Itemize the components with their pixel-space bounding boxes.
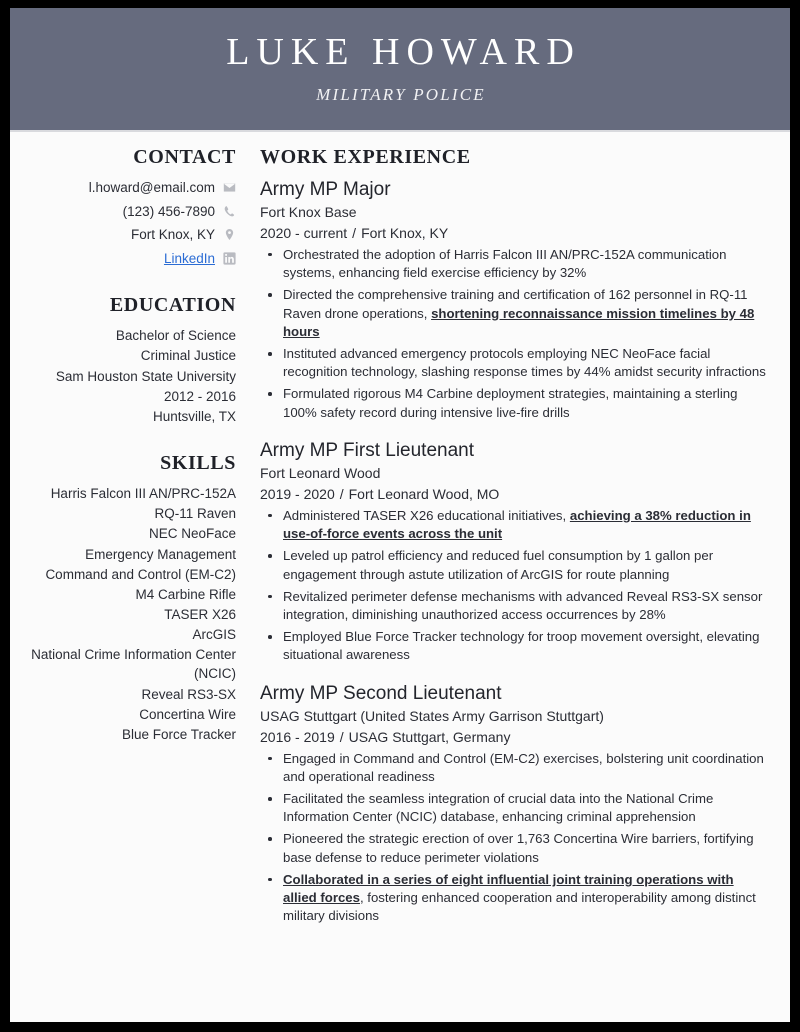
contact-value: Fort Knox, KY <box>130 227 215 243</box>
bullet-text: Administered TASER X26 educational initiatives, <box>283 507 570 523</box>
education-line: Criminal Justice <box>140 348 236 364</box>
skill-item: National Crime Information Center (NCIC) <box>31 647 236 682</box>
bullet-text: Directed the comprehensive training and certification of 162 personnel in RQ-11 Raven drone operations, <box>283 287 748 321</box>
bullet-text: Pioneered the strategic erection of over 1,763 Concertina Wire barriers, fortifying base defense to reduce perimeter violations <box>283 831 754 865</box>
contact-row <box>10 202 236 222</box>
contact-row[interactable] <box>10 249 236 269</box>
job-dates: 2019 - 2020 <box>260 485 335 502</box>
resume-body <box>10 132 790 943</box>
resume-header-banner <box>10 8 790 132</box>
job-entry <box>260 682 766 926</box>
job-title: Army MP First Lieutenant <box>260 439 475 461</box>
phone-icon <box>223 205 236 218</box>
work-experience-heading: WORK EXPERIENCE <box>260 146 471 168</box>
skill-item: M4 Carbine Rifle <box>135 586 236 602</box>
linkedin-icon <box>223 252 236 265</box>
bullet-text: Employed Blue Force Tracker technology for troop movement oversight, elevating situational awareness <box>283 629 760 663</box>
job-dates-location <box>260 224 766 243</box>
education-line: Sam Houston State University <box>55 368 236 384</box>
job-location: USAG Stuttgart, Germany <box>348 728 511 745</box>
job-dates: 2020 - current <box>260 225 348 242</box>
job-bullet <box>260 385 766 421</box>
bullet-text: Facilitated the seamless integration of crucial data into the National Crime Information Center (NCIC) database, enhancing criminal apprehension <box>283 791 714 825</box>
bullet-emphasis: shortening reconnaissance mission timelines by 48 hours <box>283 305 755 339</box>
job-bullet <box>260 830 766 866</box>
job-bullet-list <box>260 750 766 926</box>
map-pin-icon <box>223 228 236 241</box>
linkedin-link[interactable]: LinkedIn <box>163 250 215 266</box>
bullet-text: Orchestrated the adoption of Harris Falcon III AN/PRC-152A communication systems, enhancing field exercise efficiency by 32% <box>283 246 727 281</box>
job-entry <box>260 178 766 422</box>
job-bullet <box>260 507 766 543</box>
job-location: Fort Knox, KY <box>361 225 449 242</box>
education-line: Bachelor of Science <box>115 328 236 344</box>
meta-separator: / <box>352 225 357 242</box>
skill-item: NEC NeoFace <box>148 526 236 542</box>
skill-item: Harris Falcon III AN/PRC-152A <box>50 486 236 502</box>
job-title: Army MP Major <box>260 179 391 200</box>
resume-document <box>10 8 790 1022</box>
candidate-name: LUKE HOWARD <box>226 31 581 73</box>
job-bullet <box>260 345 766 381</box>
job-bullet <box>260 750 766 786</box>
job-bullet <box>260 790 766 826</box>
skill-item: Concertina Wire <box>139 706 236 722</box>
job-title: Army MP Second Lieutenant <box>260 682 502 704</box>
job-bullet <box>260 628 766 664</box>
contact-section <box>10 146 236 268</box>
bullet-text: Leveled up patrol efficiency and reduced fuel consumption by 1 gallon per engagement through astute utilization of ArcGIS for route planning <box>283 548 714 582</box>
meta-separator: / <box>339 485 344 502</box>
education-section <box>10 294 236 426</box>
contact-value: (123) 456-7890 <box>122 203 215 219</box>
contact-row <box>10 178 236 198</box>
education-line: Huntsville, TX <box>152 408 236 424</box>
skill-item: Blue Force Tracker <box>121 726 236 742</box>
job-bullet <box>260 871 766 926</box>
job-dates-location <box>260 728 766 747</box>
job-bullet <box>260 588 766 624</box>
contact-value: l.howard@email.com <box>88 180 215 195</box>
skill-item: RQ-11 Raven <box>154 506 236 522</box>
bullet-text: , fostering enhanced cooperation and interoperability among distinct military divisions <box>283 890 756 924</box>
bullet-text: Revitalized perimeter defense mechanisms with advanced Reveal RS3-SX sensor integration, diminishing unauthorized access occurrences by 28% <box>283 588 763 622</box>
skill-item: TASER X26 <box>164 606 236 622</box>
meta-separator: / <box>339 728 344 745</box>
bullet-emphasis: Collaborated in a series of eight influential joint training operations with allied forces <box>283 871 734 906</box>
education-line: 2012 - 2016 <box>163 388 236 404</box>
bullet-text: Engaged in Command and Control (EM-C2) exercises, bolstering unit coordination and operational readiness <box>283 750 764 784</box>
job-dates-location <box>260 485 766 504</box>
job-location: Fort Leonard Wood, MO <box>348 485 500 502</box>
job-bullet <box>260 547 766 583</box>
bullet-text: Formulated rigorous M4 Carbine deployment strategies, maintaining a sterling 100% safety record during intensive live-fire drills <box>283 386 738 420</box>
skill-item: Emergency Management <box>85 546 236 562</box>
education-heading: EDUCATION <box>109 294 236 317</box>
job-bullet <box>260 246 766 282</box>
job-entry <box>260 439 766 665</box>
bullet-emphasis: achieving a 38% reduction in use-of-force events across the unit <box>283 507 751 542</box>
envelope-icon <box>223 181 236 194</box>
bullet-text: Instituted advanced emergency protocols employing NEC NeoFace facial recognition technology, slashing response times by 44% amidst security infractions <box>283 346 766 380</box>
candidate-job-title: MILITARY POLICE <box>316 84 486 104</box>
job-dates: 2016 - 2019 <box>260 728 335 745</box>
job-bullet-list <box>260 507 766 665</box>
sidebar-column <box>10 146 248 770</box>
main-column <box>248 146 790 943</box>
job-bullet-list <box>260 246 766 422</box>
job-company: Fort Leonard Wood <box>260 465 381 482</box>
contact-heading: CONTACT <box>133 146 236 168</box>
skills-heading: SKILLS <box>160 452 236 475</box>
job-bullet <box>260 286 766 341</box>
contact-row <box>10 225 236 245</box>
skills-section <box>10 452 236 744</box>
skill-item: ArcGIS <box>192 627 236 643</box>
job-company: USAG Stuttgart (United States Army Garrison Stuttgart) <box>260 707 604 724</box>
job-company: Fort Knox Base <box>260 204 357 221</box>
skill-item: Command and Control (EM-C2) <box>45 566 236 582</box>
skill-item: Reveal RS3-SX <box>141 686 236 702</box>
